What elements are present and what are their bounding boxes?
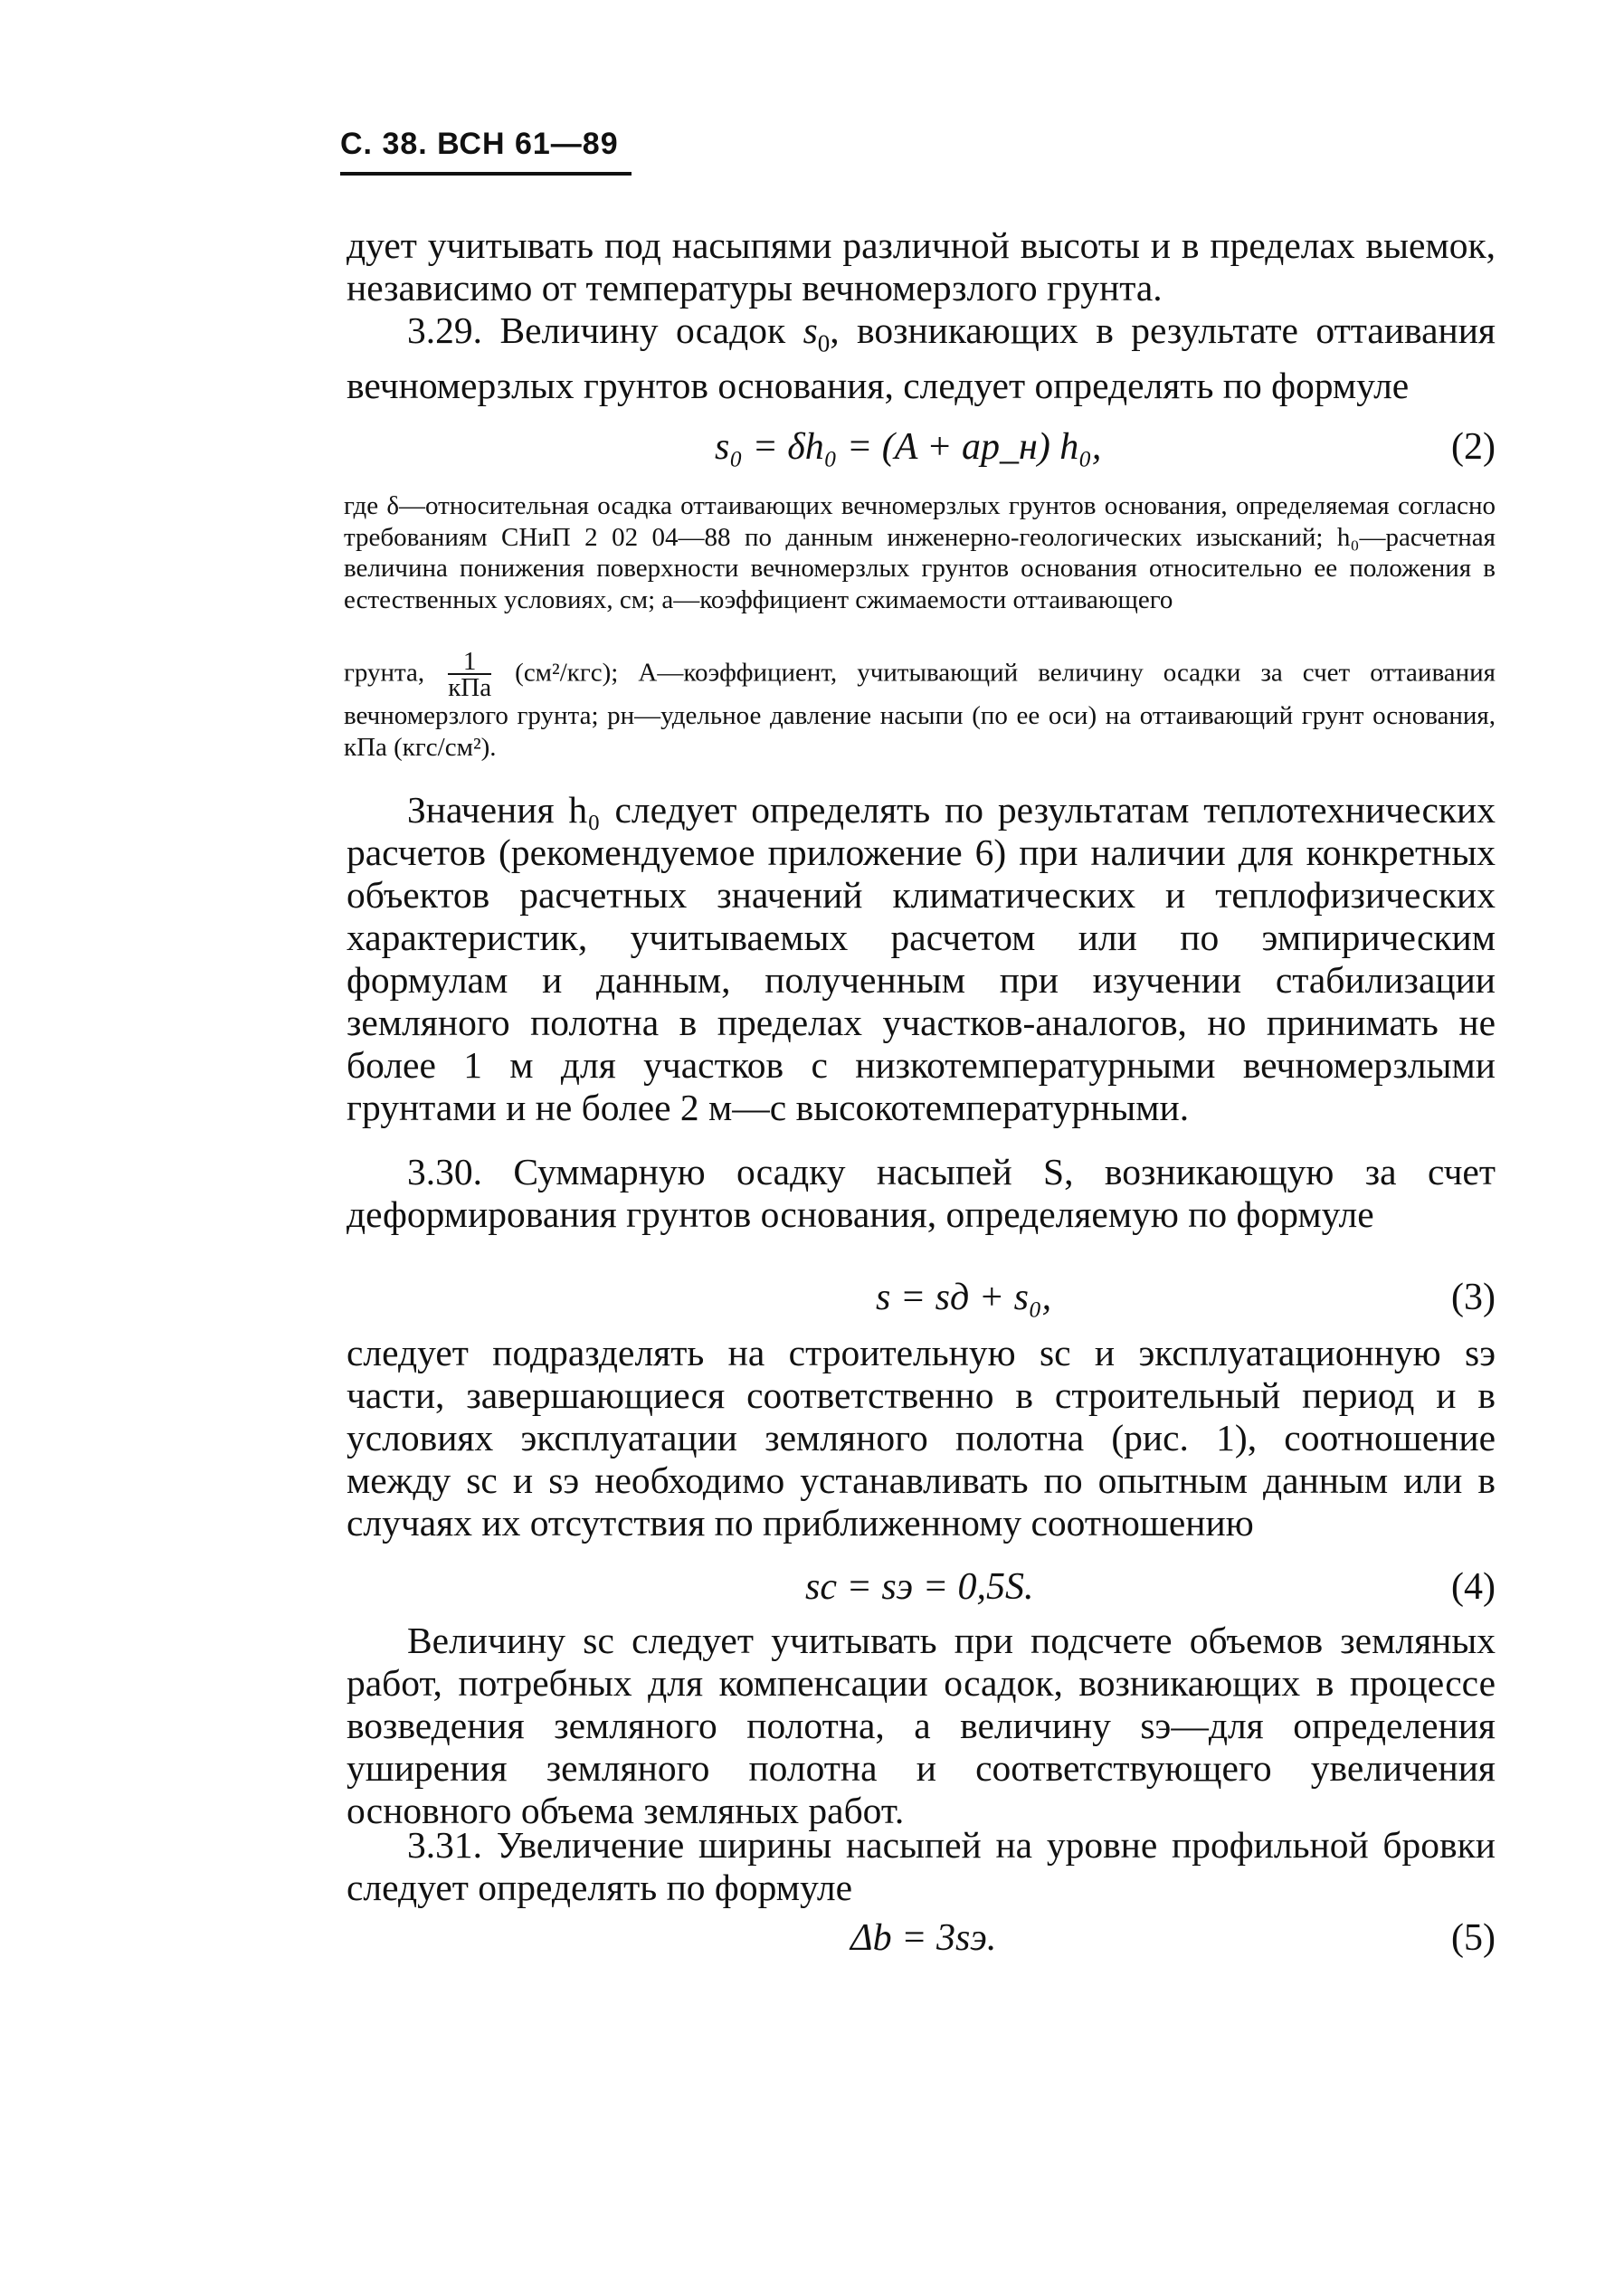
paragraph-h0: Значения h₀ следует определять по результатам теплотехнических расчетов (рекомендуемое приложение 6) при наличии для конкретных объектов расчетных значений климатических и теплофизических характеристик, учитываемых расчетом или по эмпирическим формулам и данным, полученным при изучении стабилизации земляного полотна в пределах участков-аналогов, но принимать не более 1 м для участков с низкотемпературными вечномерзлыми грунтами и не более 2 м—с высокотемпературными. [347, 789, 1496, 1128]
running-head: С. 38. ВСН 61—89 [340, 127, 619, 161]
formula-2-number: (2) [1451, 426, 1496, 468]
formula-4-number: (4) [1451, 1566, 1496, 1608]
note-rest: (см²/кгс); А—коэффициент, учитывающий величину осадки за счет оттаивания вечномерзлого грунта; pн—удельное давление насыпи (по ее оси) на оттаивающий грунт основания, кПа (кгс/см²). [344, 658, 1496, 762]
symbol-s0: s [803, 309, 818, 351]
formula-2-note-cont [344, 647, 1496, 763]
formula-3: s = sд + s₀, [876, 1277, 1052, 1318]
header-rule [340, 172, 632, 176]
section-3-29-lead: 3.29. Величину осадок [407, 309, 786, 351]
paragraph-continuation: дует учитывать под насыпями различной высоты и в пределах выемок, независимо от температуры вечномерзлого грунта. [347, 224, 1496, 309]
section-3-31: 3.31. Увеличение ширины насыпей на уровне профильной бровки следует определять по формуле [347, 1824, 1496, 1908]
formula-5: Δb = 3sэ. [850, 1917, 997, 1959]
formula-4: sс = sэ = 0,5S. [805, 1566, 1034, 1608]
formula-2: s₀ = δh₀ = (A + ap_н) h₀, [715, 426, 1102, 468]
note-lead: грунта, [344, 658, 425, 688]
fraction-1-kpa [448, 647, 492, 702]
formula-3-number: (3) [1451, 1277, 1496, 1318]
fraction-denominator: кПа [448, 673, 492, 702]
section-3-29-text: , возникающих в результате оттаивания вечномерзлых грунтов основания, следует определять по формуле [347, 309, 1496, 407]
section-3-29 [347, 309, 1496, 407]
fraction-numerator: 1 [448, 650, 491, 675]
formula-2-note: где δ—относительная осадка оттаивающих вечномерзлых грунтов основания, определяемая согласно требованиям СНиП 2 02 04—88 по данным инженерно-геологических изысканий; h₀—расчетная величина понижения поверхности вечномерзлых грунтов основания относительно ее положения в естественных условиях, см; а—коэффициент сжимаемости оттаивающего [344, 491, 1496, 614]
formula-5-number: (5) [1451, 1917, 1496, 1959]
paragraph-after-formula-3: следует подразделять на строительную sс и эксплуатационную sэ части, завершающиеся соответственно в строительный период и в условиях эксплуатации земляного полотна (рис. 1), соотношение между sс и sэ необходимо устанавливать по опытным данным или в случаях их отсутствия по приближенному соотношению [347, 1332, 1496, 1544]
paragraph-sc: Величину sс следует учитывать при подсчете объемов земляных работ, потребных для компенсации осадок, возникающих в процессе возведения земляного полотна, а величину sэ—для определения уширения земляного полотна и соответствующего увеличения основного объема земляных работ. [347, 1620, 1496, 1831]
section-3-30: 3.30. Суммарную осадку насыпей S, возникающую за счет деформирования грунтов основания, определяемую по формуле [347, 1151, 1496, 1235]
symbol-s0-sub: 0 [817, 329, 831, 357]
